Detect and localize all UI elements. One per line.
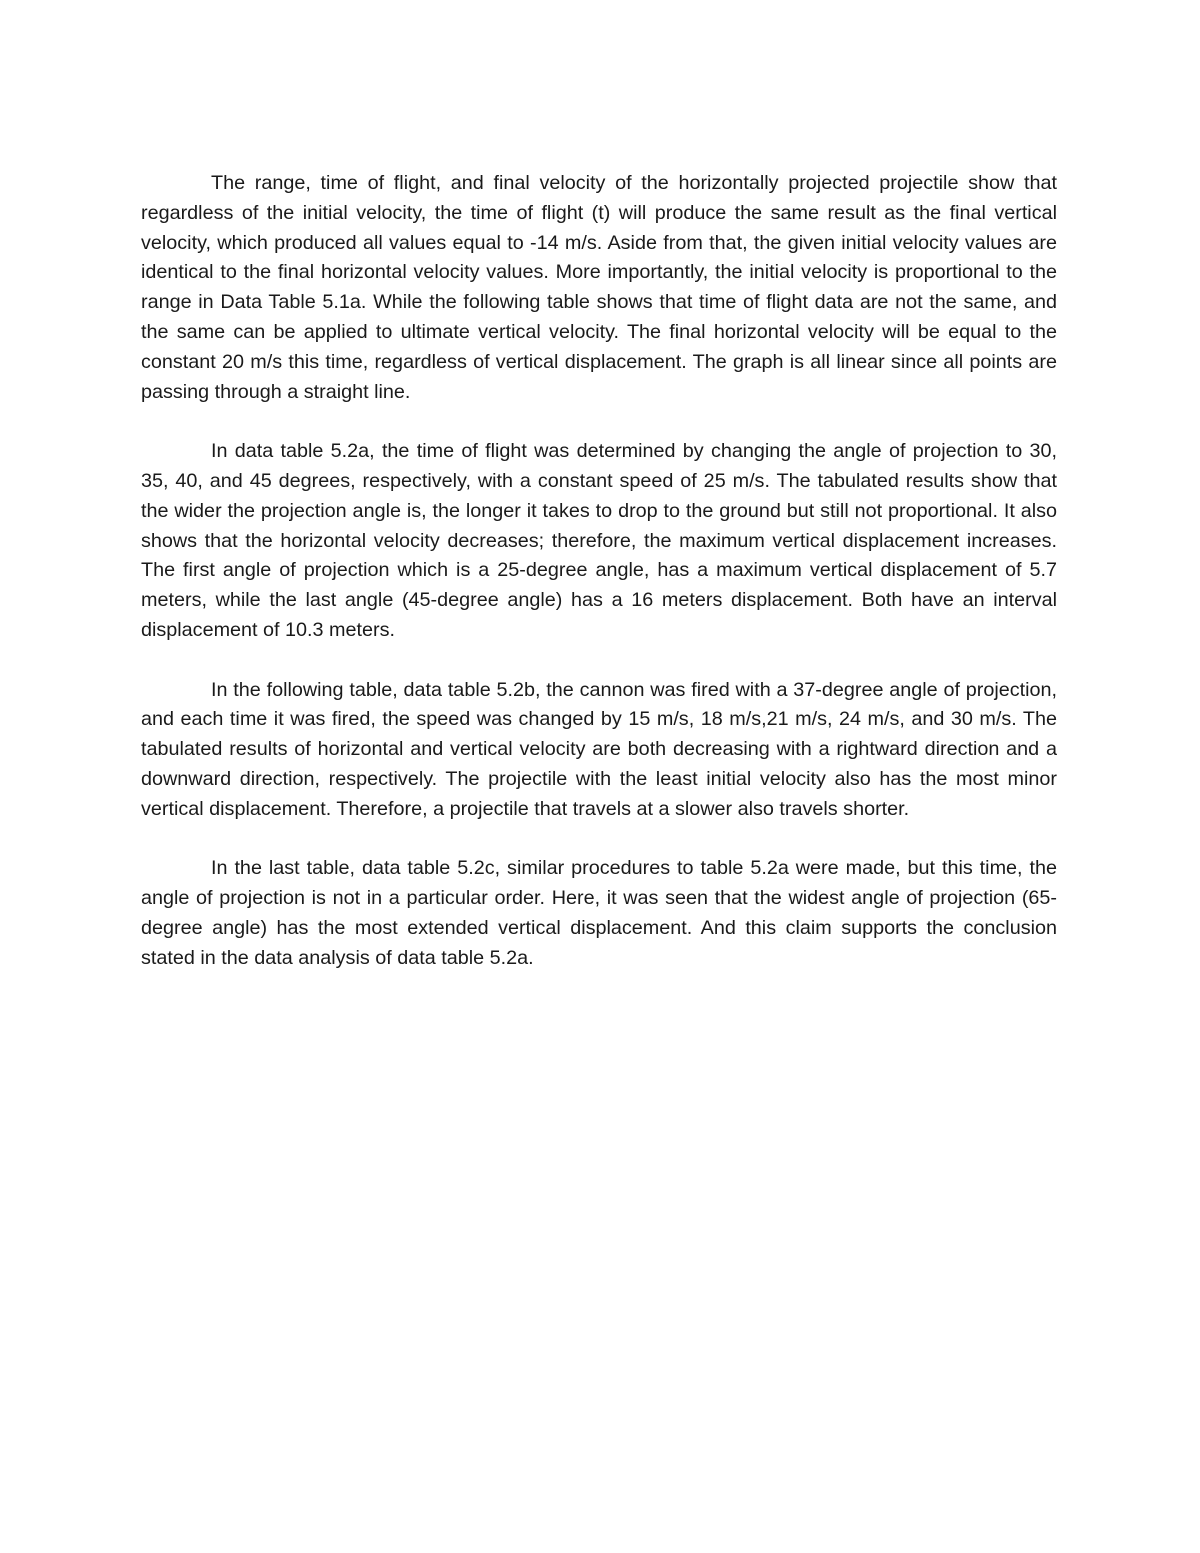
paragraph-horizontal-projectile: The range, time of flight, and final velocity of the horizontally projected projectile show that regardless of the initial velocity, the time of flight (t) will produce the same result as the final vertical velocity, which produced all values equal to -14 m/s. Aside from that, the given initial velocity values are identical to the final horizontal velocity values. More importantly, the initial velocity is proportional to the range in Data Table 5.1a. While the following table shows that time of flight data are not the same, and the same can be applied to ultimate vertical velocity. The final horizontal velocity will be equal to the constant 20 m/s this time, regardless of vertical displacement. The graph is all linear since all points are passing through a straight line. — [141, 172, 1057, 403]
paragraph-data-table-5-2c: In the last table, data table 5.2c, similar procedures to table 5.2a were made, but this time, the angle of projection is not in a particular order. Here, it was seen that the widest angle of projection (65-degree angle) has the most extended vertical displacement. And this claim supports the conclusion stated in the data analysis of data table 5.2a. — [141, 857, 1057, 969]
paragraph-data-table-5-2a: In data table 5.2a, the time of flight was determined by changing the angle of projection to 30, 35, 40, and 45 degrees, respectively, with a constant speed of 25 m/s. The tabulated results show that the wider the projection angle is, the longer it takes to drop to the ground but still not proportional. It also shows that the horizontal velocity decreases; therefore, the maximum vertical displacement increases. The first angle of projection which is a 25-degree angle, has a maximum vertical displacement of 5.7 meters, while the last angle (45-degree angle) has a 16 meters displacement. Both have an interval displacement of 10.3 meters. — [141, 440, 1057, 641]
document-body — [141, 169, 1057, 974]
paragraph-data-table-5-2b: In the following table, data table 5.2b, the cannon was fired with a 37-degree angle of projection, and each time it was fired, the speed was changed by 15 m/s, 18 m/s,21 m/s, 24 m/s, and 30 m/s. The tabulated results of horizontal and vertical velocity are both decreasing with a rightward direction and a downward direction, respectively. The projectile with the least initial velocity also has the most minor vertical displacement. Therefore, a projectile that travels at a slower also travels shorter. — [141, 678, 1057, 820]
